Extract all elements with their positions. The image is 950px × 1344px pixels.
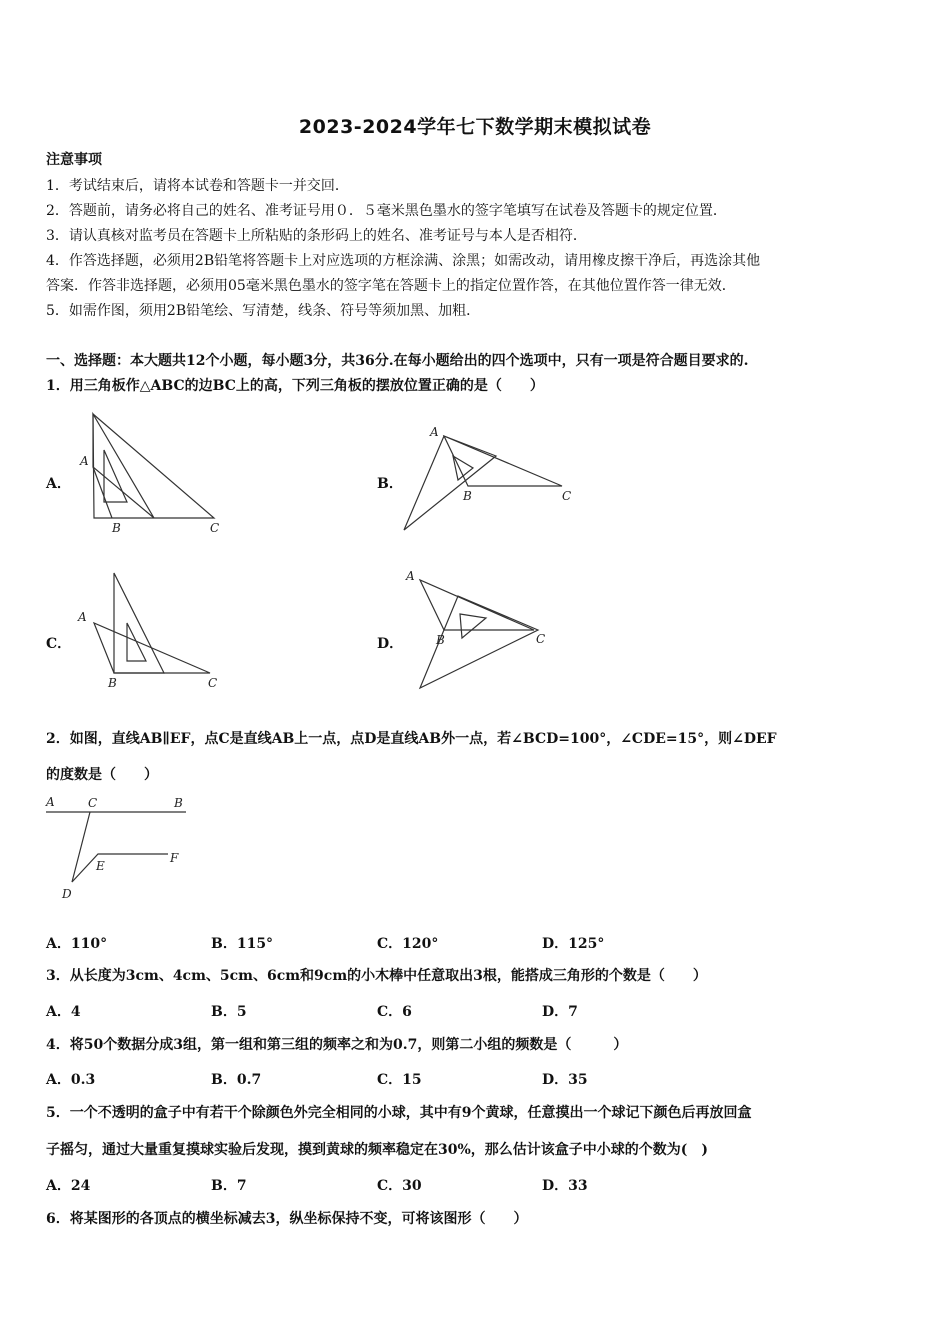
label-a: A bbox=[430, 425, 439, 439]
set-square-inner bbox=[127, 623, 146, 661]
label-a: A bbox=[406, 569, 415, 583]
q2-option-d[interactable]: D．125° bbox=[542, 936, 605, 952]
question-5-stem-cont: 子摇匀，通过大量重复摸球实验后发现，摸到黄球的频率稳定在30%，那么估计该盒子中小球的个数为( ) bbox=[46, 1142, 709, 1158]
set-square-outer bbox=[114, 573, 164, 673]
q2-option-c[interactable]: C．120° bbox=[377, 936, 439, 952]
q5-option-a[interactable]: A．24 bbox=[46, 1178, 91, 1194]
question-3-stem: 3．从长度为3cm、4cm、5cm、6cm和9cm的小木棒中任意取出3根，能搭成三角形的个数是（ ） bbox=[46, 968, 707, 984]
label-c: C bbox=[536, 632, 546, 646]
question-6-stem: 6．将某图形的各顶点的横坐标减去3，纵坐标保持不变，可将该图形（ ） bbox=[46, 1211, 528, 1227]
label-a: A bbox=[80, 454, 89, 468]
notice-heading: 注意事项 bbox=[46, 152, 102, 168]
label-c: C bbox=[562, 489, 572, 503]
q1-option-d[interactable]: D． bbox=[377, 636, 404, 652]
label-e: E bbox=[96, 859, 105, 873]
notice-item: 1．考试结束后，请将本试卷和答题卡一并交回． bbox=[46, 178, 349, 194]
label-c: C bbox=[210, 521, 220, 535]
notice-item: 2．答题前，请务必将自己的姓名、准考证号用０．５毫米黑色墨水的签字笔填写在试卷及答题卡的规定位置． bbox=[46, 203, 727, 219]
label-c: C bbox=[208, 676, 218, 690]
q4-option-d[interactable]: D．35 bbox=[542, 1072, 588, 1088]
q4-option-a[interactable]: A．0.3 bbox=[46, 1072, 96, 1088]
question-4-stem: 4．将50个数据分成3组，第一组和第三组的频率之和为0.7，则第二小组的频数是（ ） bbox=[46, 1037, 628, 1053]
notice-item: 3．请认真核对监考员在答题卡上所粘贴的条形码上的姓名、准考证号与本人是否相符． bbox=[46, 228, 587, 244]
q4-option-b[interactable]: B．0.7 bbox=[211, 1072, 262, 1088]
q1-figure-b bbox=[398, 418, 588, 538]
q5-option-c[interactable]: C．30 bbox=[377, 1178, 422, 1194]
q3-option-d[interactable]: D．7 bbox=[542, 1004, 578, 1020]
section-heading: 一、选择题：本大题共12个小题，每小题3分，共36分.在每小题给出的四个选项中，只有一项是符合题目要求的. bbox=[46, 353, 749, 369]
q5-option-d[interactable]: D．33 bbox=[542, 1178, 588, 1194]
q2-figure bbox=[40, 790, 200, 908]
notice-item: 答案．作答非选择题，必须用05毫米黑色墨水的签字笔在答题卡上的指定位置作答，在其他位置作答一律无效． bbox=[46, 278, 736, 294]
notice-item: 4．作答选择题，必须用2B铅笔将答题卡上对应选项的方框涂满、涂黑；如需改动，请用橡皮擦干净后，再选涂其他 bbox=[46, 253, 761, 269]
set-square-inner bbox=[460, 614, 486, 638]
triangle-abc bbox=[94, 623, 210, 673]
label-b: B bbox=[174, 796, 183, 810]
notice-item: 5．如需作图，须用2B铅笔绘、写清楚，线条、符号等须加黑、加粗． bbox=[46, 303, 481, 319]
label-b: B bbox=[112, 521, 121, 535]
label-a: A bbox=[46, 795, 55, 809]
question-2-stem: 2．如图，直线AB∥EF，点C是直线AB上一点，点D是直线AB外一点，若∠BCD=100°，∠CDE=15°，则∠DEF bbox=[46, 731, 777, 747]
q3-option-b[interactable]: B．5 bbox=[211, 1004, 247, 1020]
q1-figure-c bbox=[72, 565, 232, 695]
path-cdef bbox=[72, 812, 168, 882]
q2-option-b[interactable]: B．115° bbox=[211, 936, 274, 952]
q1-figure-d bbox=[398, 568, 568, 693]
label-d: D bbox=[62, 887, 72, 901]
label-c: C bbox=[88, 796, 98, 810]
question-2-stem-cont: 的度数是（ ） bbox=[46, 767, 158, 783]
q4-option-c[interactable]: C．15 bbox=[377, 1072, 422, 1088]
label-a: A bbox=[78, 610, 87, 624]
q1-option-a[interactable]: A． bbox=[46, 476, 71, 492]
label-b: B bbox=[436, 633, 445, 647]
q1-figure-a bbox=[72, 405, 232, 540]
q1-option-b[interactable]: B． bbox=[377, 476, 403, 492]
triangle-abc bbox=[420, 580, 534, 630]
q1-option-c[interactable]: C． bbox=[46, 636, 72, 652]
set-square-inner bbox=[104, 450, 127, 502]
set-square-outer bbox=[404, 436, 496, 530]
label-b: B bbox=[463, 489, 472, 503]
label-f: F bbox=[170, 851, 179, 865]
q3-option-c[interactable]: C．6 bbox=[377, 1004, 412, 1020]
label-b: B bbox=[108, 676, 117, 690]
question-5-stem: 5．一个不透明的盒子中有若干个除颜色外完全相同的小球，其中有9个黄球，任意摸出一个球记下颜色后再放回盒 bbox=[46, 1105, 752, 1121]
q5-option-b[interactable]: B．7 bbox=[211, 1178, 247, 1194]
q2-option-a[interactable]: A．110° bbox=[46, 936, 108, 952]
page-title: 2023-2024学年七下数学期末模拟试卷 bbox=[298, 116, 652, 138]
question-1-stem: 1．用三角板作△ABC的边BC上的高，下列三角板的摆放位置正确的是（ ） bbox=[46, 378, 544, 394]
q3-option-a[interactable]: A．4 bbox=[46, 1004, 81, 1020]
